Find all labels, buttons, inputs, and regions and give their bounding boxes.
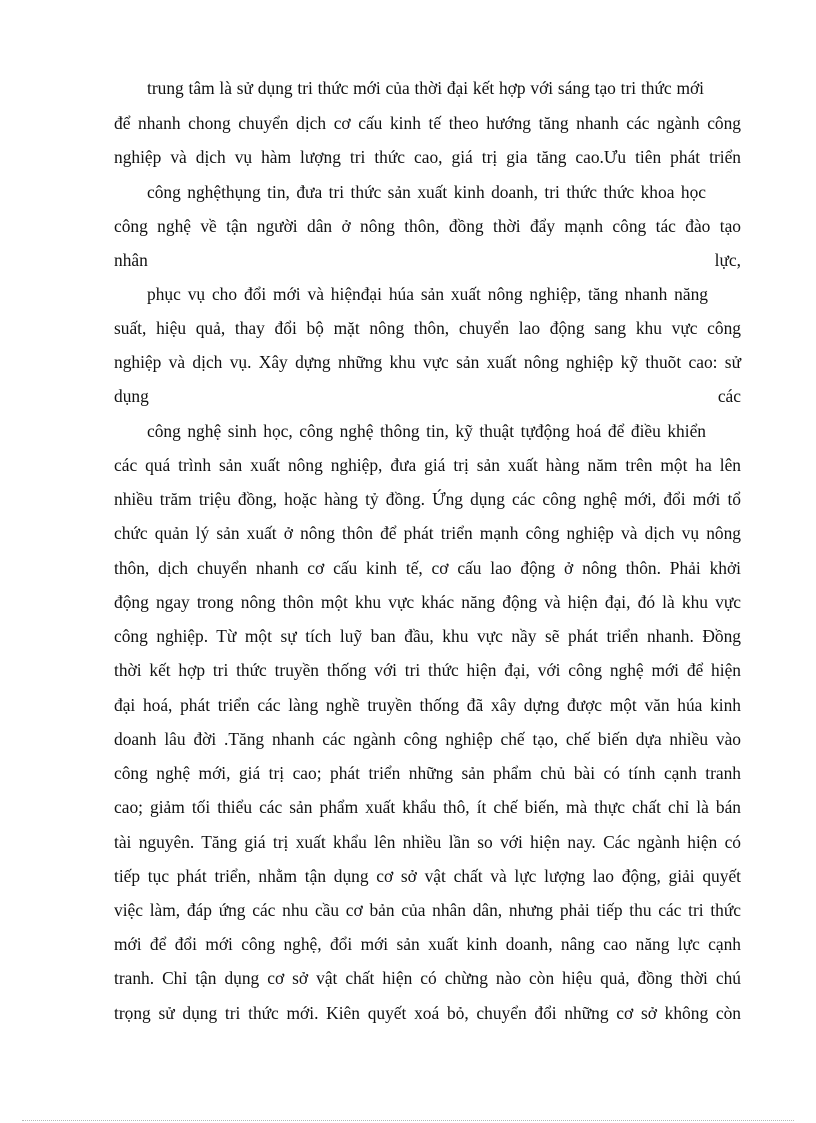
text-line: công nghệthụng tin, đưa tri thức sản xuất kinh doanh, tri thức thức khoa học xyxy=(147,182,706,202)
text-line: công nghiệp. Từ một sự tích luỹ ban đầu, khu vực nầy sẽ phát triển nhanh. Đồng xyxy=(114,626,741,646)
text-line: mới để đổi mới công nghệ, đổi mới sản xuất kinh doanh, nâng cao năng lực cạnh xyxy=(114,934,741,954)
text-line: thời kết hợp tri thức truyền thống với tri thức hiện đại, với công nghệ mới để hiện xyxy=(114,660,741,680)
page-bottom-border xyxy=(22,1120,794,1121)
text-line: nhiều trăm triệu đồng, hoặc hàng tỷ đồng. Ứng dụng các công nghệ mới, đổi mới tổ xyxy=(114,489,741,509)
text-line: công nghệ mới, giá trị cao; phát triển những sản phẩm chủ bài có tính cạnh tranh xyxy=(114,763,741,783)
text-line: động ngay trong nông thôn một khu vực khác năng động và hiện đại, đó là khu vực xyxy=(114,592,741,612)
text-line: suất, hiệu quả, thay đổi bộ mặt nông thôn, chuyển lao động sang khu vực công xyxy=(114,318,741,338)
text-line: cao; giảm tối thiểu các sản phẩm xuất khẩu thô, ít chế biến, mà thực chất chỉ là bán xyxy=(114,797,741,817)
text-line: nghiệp và dịch vụ hàm lượng tri thức cao, giá trị gia tăng cao.Ưu tiên phát triển xyxy=(114,147,741,167)
text-line: công nghệ sinh học, công nghệ thông tin, kỹ thuật tựđộng hoá để điều khiển xyxy=(147,421,706,441)
text-line: chức quản lý sản xuất ở nông thôn để phát triển mạnh công nghiệp và dịch vụ nông xyxy=(114,523,741,543)
text-line: tranh. Chỉ tận dụng cơ sở vật chất hiện có chừng nào còn hiệu quả, đồng thời chú xyxy=(114,968,741,988)
text-line: thôn, dịch chuyển nhanh cơ cấu kinh tế, cơ cấu lao động ở nông thôn. Phải khởi xyxy=(114,558,741,578)
text-line: doanh lâu đời .Tăng nhanh các ngành công nghiệp chế tạo, chế biến dựa nhiều vào xyxy=(114,729,741,749)
text-line: phục vụ cho đổi mới và hiệnđại húa sản xuất nông nghiệp, tăng nhanh năng xyxy=(147,284,708,304)
text-line: trung tâm là sử dụng tri thức mới của thời đại kết hợp với sáng tạo tri thức mới xyxy=(147,78,704,98)
text-line: tài nguyên. Tăng giá trị xuất khẩu lên nhiều lần so với hiện nay. Các ngành hiện có xyxy=(114,832,741,852)
text-line: đại hoá, phát triển các làng nghề truyền thống đã xây dựng được một văn húa kinh xyxy=(114,695,741,715)
text-line: tiếp tục phát triển, nhằm tận dụng cơ sở vật chất và lực lượng lao động, giải quyết xyxy=(114,866,741,886)
text-line: việc làm, đáp ứng các nhu cầu cơ bản của nhân dân, nhưng phải tiếp thu các tri thức xyxy=(114,900,741,920)
text-line: nghiệp và dịch vụ. Xây dựng những khu vực sản xuất nông nghiệp kỹ thuõt cao: sử xyxy=(114,352,741,372)
text-line: dụng các xyxy=(114,386,741,406)
text-line: trọng sử dụng tri thức mới. Kiên quyết xoá bỏ, chuyển đổi những cơ sở không còn xyxy=(114,1003,741,1023)
text-line: các quá trình sản xuất nông nghiệp, đưa giá trị sản xuất hàng năm trên một ha lên xyxy=(114,455,741,475)
text-line: công nghệ về tận người dân ở nông thôn, đồng thời đẩy mạnh công tác đào tạo xyxy=(114,216,741,236)
text-line: nhân lực, xyxy=(114,250,741,270)
text-line: để nhanh chong chuyển dịch cơ cấu kinh tế theo hướng tăng nhanh các ngành công xyxy=(114,113,741,133)
